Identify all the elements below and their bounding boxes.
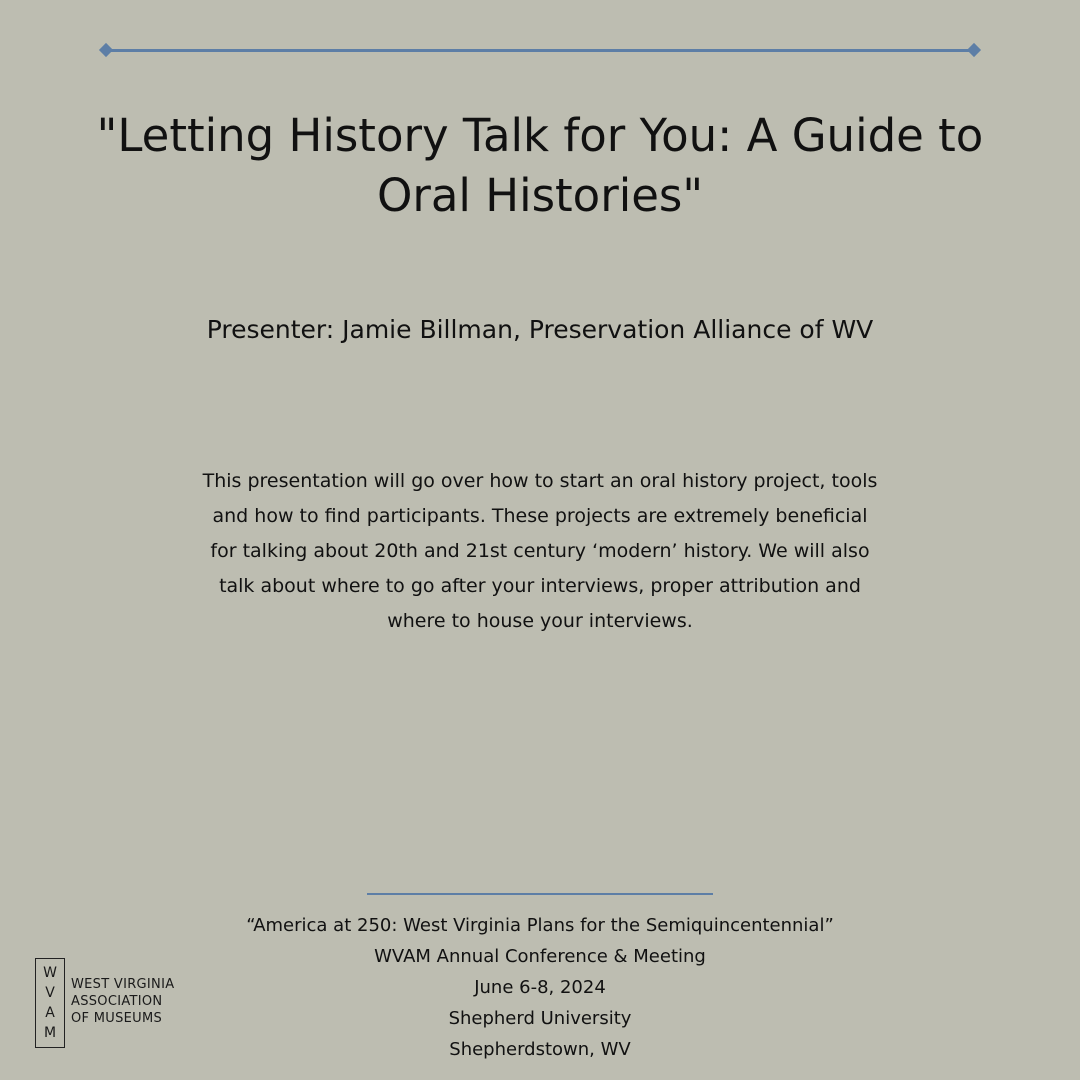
conference-dates: June 6-8, 2024 (474, 977, 606, 998)
session-title-line-2: Oral Histories" (376, 169, 704, 222)
conference-location: Shepherdstown, WV (449, 1039, 631, 1060)
description-line: This presentation will go over how to start an oral history project, tools (202, 470, 878, 492)
description-line: and how to find participants. These projects are extremely beneficial (212, 505, 868, 527)
logo-letter: M (43, 1025, 57, 1041)
session-title-line-1: "Letting History Talk for You: A Guide to (96, 109, 984, 162)
wvam-logo-mark (35, 958, 65, 1048)
conference-event: WVAM Annual Conference & Meeting (374, 946, 706, 967)
divider-left-diamond-icon (99, 43, 113, 57)
conference-venue: Shepherd University (448, 1008, 632, 1029)
description-line: talk about where to go after your interviews, proper attribution and (219, 575, 861, 597)
divider-right-diamond-icon (967, 43, 981, 57)
conference-info (170, 910, 910, 1065)
session-title (20, 106, 1060, 226)
logo-letter: W (43, 965, 57, 981)
logo-letter: A (45, 1005, 55, 1021)
description-line: for talking about 20th and 21st century ‘modern’ history. We will also (210, 540, 870, 562)
logo-letter: V (45, 985, 55, 1001)
logo-name-line: OF MUSEUMS (71, 1011, 163, 1026)
wvam-logo-name (71, 976, 174, 1027)
bottom-divider-line (367, 893, 713, 895)
session-description (90, 464, 990, 639)
top-divider-line (106, 49, 974, 52)
presenter-credit: Presenter: Jamie Billman, Preservation Alliance of WV (206, 315, 874, 344)
description-line: where to house your interviews. (387, 610, 693, 632)
logo-name-line: ASSOCIATION (71, 994, 163, 1009)
logo-name-line: WEST VIRGINIA (71, 977, 175, 992)
conference-theme: “America at 250: West Virginia Plans for the Semiquincentennial” (246, 915, 834, 936)
